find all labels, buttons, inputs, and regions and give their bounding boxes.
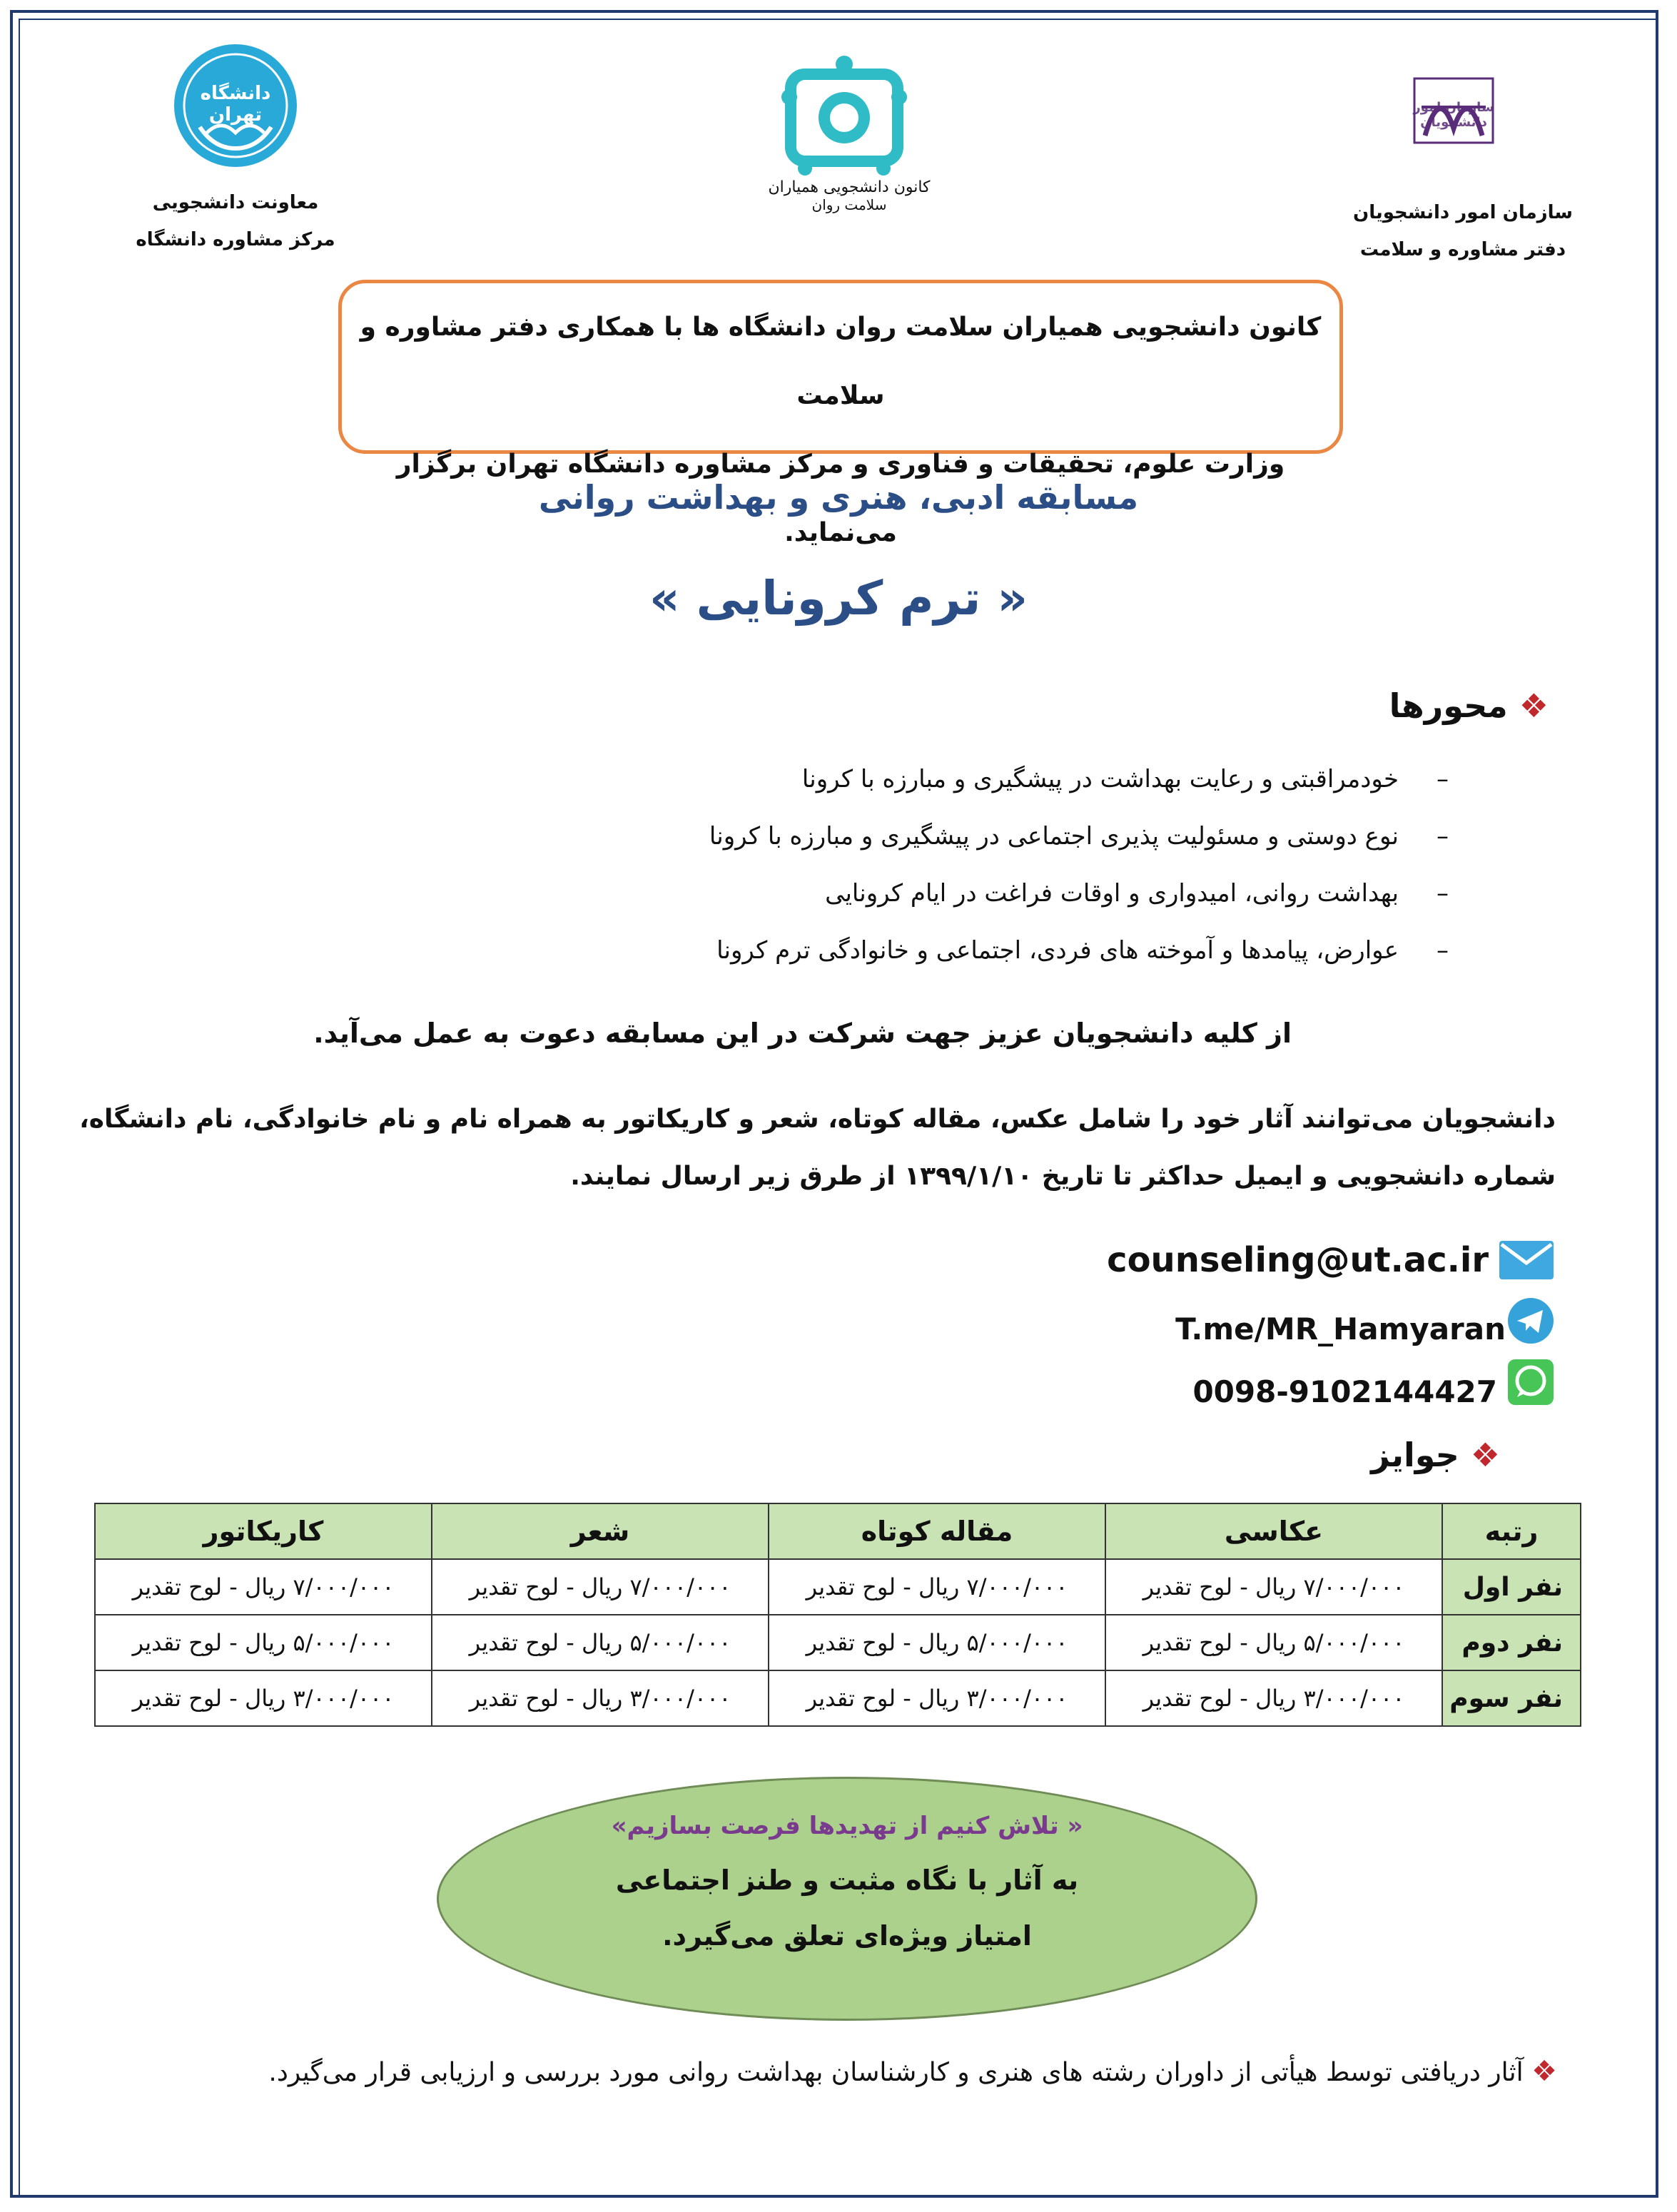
column-poetry: شعر (432, 1503, 769, 1559)
topic-item: –نوع دوستی و مسئولیت پذیری اجتماعی در پیشگیری و مبارزه با کرونا (709, 822, 1449, 851)
footer-note (268, 2055, 1557, 2088)
table-row (95, 1615, 1581, 1670)
whatsapp-number[interactable]: 0098-9102144427 (1192, 1374, 1497, 1409)
hamyaran-logo (776, 54, 912, 176)
footer-note-text: آثار دریافتی توسط هیأتی از داوران رشته های هنری و کارشناسان بهداشت روانی مورد بررسی و ارزیابی قرار می‌گیرد. (268, 2058, 1524, 2087)
mail-icon (1499, 1240, 1554, 1280)
invite-text: از کلیه دانشجویان عزیز جهت شرکت در این مسابقه دعوت به عمل می‌آید. (313, 1018, 1292, 1049)
column-caricature: کاریکاتور (95, 1503, 432, 1559)
prize-cell: ۳/۰۰۰/۰۰۰ ریال - لوح تقدیر (95, 1670, 432, 1726)
intro-line2: وزارت علوم، تحقیقات و فناوری و مرکز مشاوره دانشگاه تهران برگزار می‌نماید. (396, 450, 1285, 547)
left-caption-line1: معاونت دانشجویی (152, 192, 319, 213)
dash-bullet-icon: – (1437, 822, 1449, 851)
dash-bullet-icon: – (1437, 765, 1449, 793)
prize-cell: ۷/۰۰۰/۰۰۰ ریال - لوح تقدیر (1105, 1559, 1442, 1615)
table-row (95, 1559, 1581, 1615)
highlight-slogan: « تلاش کنیم از تهدیدها فرصت بسازیم» (611, 1812, 1083, 1840)
rank-cell: نفر اول (1442, 1559, 1581, 1615)
prizes-table (94, 1503, 1581, 1727)
submission-line2: شماره دانشجویی و ایمیل حداکثر تا تاریخ ۱۳۹۹/۱/۱۰ از طرق زیر ارسال نمایند. (570, 1162, 1556, 1191)
whatsapp-icon (1507, 1359, 1554, 1406)
right-caption-line2: دفتر مشاوره و سلامت (1359, 239, 1566, 260)
column-short-article: مقاله کوتاه (769, 1503, 1105, 1559)
topic-item: –خودمراقبتی و رعایت بهداشت در پیشگیری و مبارزه با کرونا (801, 765, 1449, 793)
highlight-line3: امتیاز ویژه‌ای تعلق می‌گیرد. (662, 1920, 1032, 1952)
competition-subtitle: « ترم کرونایی » (649, 571, 1028, 626)
highlight-ellipse (437, 1777, 1257, 2021)
center-caption-line1: کانون دانشجویی همیاران (768, 178, 931, 196)
center-caption-line2: سلامت روان (811, 196, 887, 213)
topics-heading (1389, 686, 1549, 725)
diamond-bullet-icon: ❖ (1519, 686, 1549, 725)
sao-logo-text: سازمان امور دانشجویان (1413, 100, 1494, 130)
prize-cell: ۷/۰۰۰/۰۰۰ ریال - لوح تقدیر (432, 1559, 769, 1615)
prizes-heading (1371, 1436, 1500, 1474)
right-caption-line1: سازمان امور دانشجویان (1353, 202, 1573, 223)
prize-cell: ۳/۰۰۰/۰۰۰ ریال - لوح تقدیر (432, 1670, 769, 1726)
column-rank: رتبه (1442, 1503, 1581, 1559)
university-logo (171, 41, 300, 170)
left-caption (107, 184, 364, 258)
rank-cell: نفر دوم (1442, 1615, 1581, 1670)
topic-item: –بهداشت روانی، امیدواری و اوقات فراغت در ایام کرونایی (825, 879, 1449, 908)
diamond-bullet-icon: ❖ (1470, 1436, 1500, 1474)
dash-bullet-icon: – (1437, 936, 1449, 965)
prizes-heading-text: جوایز (1371, 1436, 1459, 1474)
telegram-link[interactable]: T.me/MR_Hamyaran (1175, 1312, 1506, 1346)
prize-cell: ۳/۰۰۰/۰۰۰ ریال - لوح تقدیر (769, 1670, 1105, 1726)
rank-cell: نفر سوم (1442, 1670, 1581, 1726)
competition-title: مسابقه ادبی، هنری و بهداشت روانی (538, 478, 1139, 517)
prize-cell: ۵/۰۰۰/۰۰۰ ریال - لوح تقدیر (432, 1615, 769, 1670)
hamyaran-logo-icon (776, 54, 912, 176)
highlight-line2: به آثار با نگاه مثبت و طنز اجتماعی (615, 1865, 1079, 1896)
table-header-row (95, 1503, 1581, 1559)
submission-line1: دانشجویان می‌توانند آثار خود را شامل عکس، مقاله کوتاه، شعر و کاریکاتور به همراه نام و نام خانوادگی، نام دانشگاه، (79, 1105, 1556, 1134)
sao-logo (1400, 57, 1507, 164)
left-caption-line2: مرکز مشاوره دانشگاه (136, 229, 335, 250)
topic-item: –عوارض، پیامدها و آموخته های فردی، اجتماعی و خانوادگی ترم کرونا (716, 936, 1449, 965)
university-logo-text: دانشگاه تهران (200, 83, 271, 126)
prize-cell: ۵/۰۰۰/۰۰۰ ریال - لوح تقدیر (95, 1615, 432, 1670)
diamond-bullet-icon: ❖ (1531, 2055, 1557, 2088)
dash-bullet-icon: – (1437, 879, 1449, 908)
column-photography: عکاسی (1105, 1503, 1442, 1559)
table-row (95, 1670, 1581, 1726)
prize-cell: ۷/۰۰۰/۰۰۰ ریال - لوح تقدیر (769, 1559, 1105, 1615)
prize-cell: ۵/۰۰۰/۰۰۰ ریال - لوح تقدیر (1105, 1615, 1442, 1670)
email-link[interactable]: counseling@ut.ac.ir (1107, 1240, 1489, 1280)
telegram-icon (1507, 1297, 1554, 1344)
intro-line1: کانون دانشجویی همیاران سلامت روان دانشگاه ها با همکاری دفتر مشاوره و سلامت (360, 313, 1322, 410)
prize-cell: ۵/۰۰۰/۰۰۰ ریال - لوح تقدیر (769, 1615, 1105, 1670)
prize-cell: ۳/۰۰۰/۰۰۰ ریال - لوح تقدیر (1105, 1670, 1442, 1726)
prize-cell: ۷/۰۰۰/۰۰۰ ریال - لوح تقدیر (95, 1559, 432, 1615)
topics-heading-text: محورها (1389, 686, 1508, 725)
right-caption (1334, 194, 1591, 268)
center-caption (742, 178, 956, 213)
